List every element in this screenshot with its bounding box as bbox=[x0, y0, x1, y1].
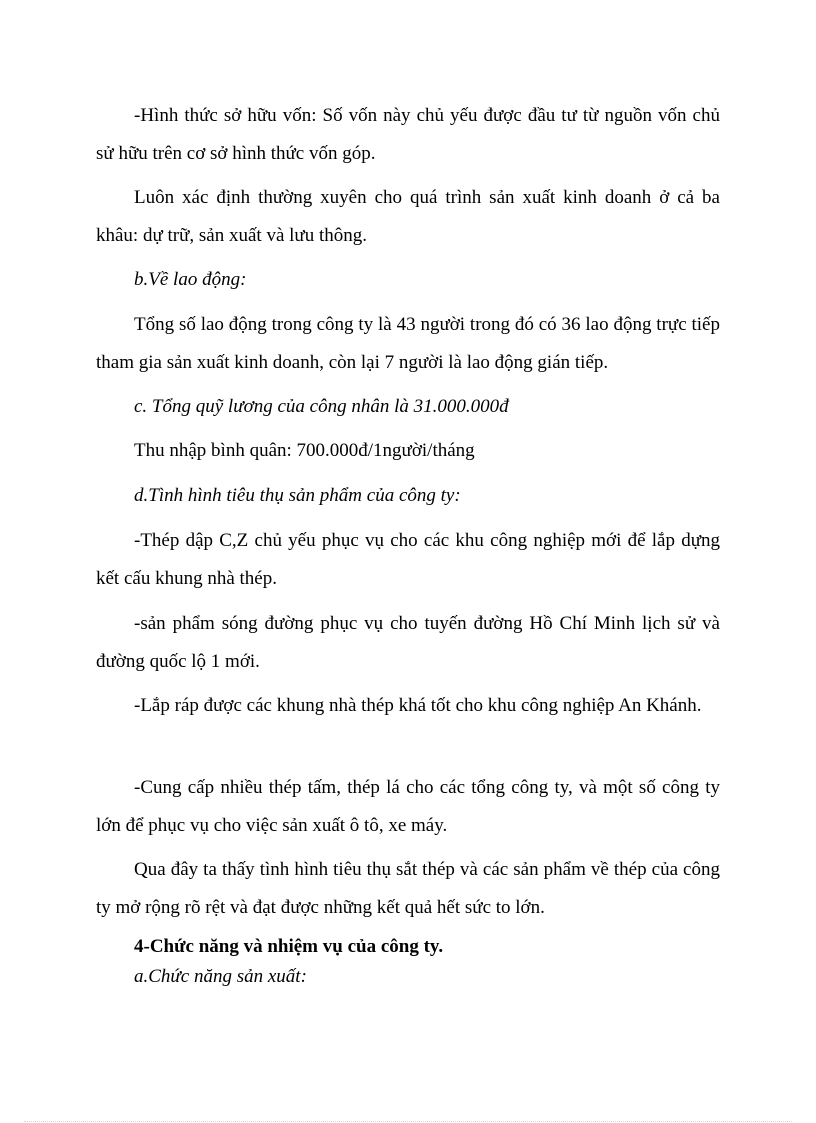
paragraph-average-income: Thu nhập bình quân: 700.000đ/1người/tháng bbox=[134, 440, 475, 461]
heading-salary-fund: c. Tổng quỹ lương của công nhân là 31.000.000đ bbox=[134, 396, 509, 417]
section-heading-functions: 4-Chức năng và nhiệm vụ của công ty. bbox=[134, 936, 444, 957]
paragraph-labor-count: Tổng số lao động trong công ty là 43 người trong đó có 36 lao động trực tiếp tham gia sản xuất kinh doanh, còn lại 7 người là lao động gián tiếp. bbox=[96, 314, 720, 373]
paragraph-steel-frames: -Lắp ráp được các khung nhà thép khá tốt cho khu công nghiệp An Khánh. bbox=[134, 695, 702, 716]
paragraph-conclusion: Qua đây ta thấy tình hình tiêu thụ sắt thép và các sản phẩm về thép của công ty mở rộng rõ rệt và đạt được những kết quả hết sức to lớn. bbox=[96, 859, 720, 918]
page-bottom-rule bbox=[24, 1121, 792, 1122]
paragraph-road-products: -sản phẩm sóng đường phục vụ cho tuyến đường Hồ Chí Minh lịch sử và đường quốc lộ 1 mới. bbox=[96, 613, 720, 672]
heading-labor: b.Về lao động: bbox=[134, 269, 247, 290]
heading-product-sales: d.Tình hình tiêu thụ sản phẩm của công ty: bbox=[134, 485, 461, 506]
paragraph-capital-ownership: -Hình thức sở hữu vốn: Số vốn này chủ yếu được đầu tư từ nguồn vốn chủ sử hữu trên cơ sở hình thức vốn góp. bbox=[96, 105, 720, 164]
paragraph-steel-cz: -Thép dập C,Z chủ yếu phục vụ cho các khu công nghiệp mới để lắp dựng kết cấu khung nhà thép. bbox=[96, 530, 720, 589]
paragraph-steel-supply: -Cung cấp nhiều thép tấm, thép lá cho các tổng công ty, và một số công ty lớn để phục vụ cho việc sản xuất ô tô, xe máy. bbox=[96, 777, 720, 836]
subheading-production-function: a.Chức năng sản xuất: bbox=[134, 966, 307, 987]
paragraph-business-stages: Luôn xác định thường xuyên cho quá trình sản xuất kinh doanh ở cả ba khâu: dự trữ, sản xuất và lưu thông. bbox=[96, 187, 720, 246]
